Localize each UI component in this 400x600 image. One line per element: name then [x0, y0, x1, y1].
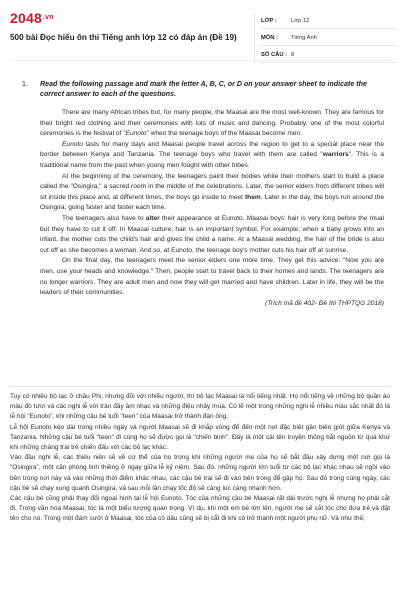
passage-paragraph-4 [40, 214, 384, 256]
logo-suffix: .vn [42, 14, 54, 21]
meta-class-value: Lớp 12 [291, 18, 310, 24]
vietnamese-translation [10, 392, 390, 525]
passage-keyword-warriors: warriors [322, 151, 349, 159]
meta-subject-value: Tiếng Anh [291, 35, 317, 41]
meta-class-row [261, 14, 397, 29]
page-header [0, 0, 400, 62]
passage-text: their appearance at Eunoto. Maasai boys' hair is very long before the ritual but they have to cut it off. In Maasai culture, hair is an important symbol. For example, when a baby grows into an infant, the mother cuts the child's hair and gives the child a name. At a Maasai wedding, the hair of the bride is also cut off as she becomes a woman. And so, at Eunoto, the teenage boy's mother cuts his hair off at sunrise. [40, 214, 384, 254]
passage-text: . Later in the day, the boys run around the Osingira, going faster and faster each time. [40, 193, 384, 212]
translation-paragraph-2: Lễ hội Eunoto kéo dài trong nhiều ngày và người Maasai sẽ đi khắp vùng để đến một nơi đặc biệt gần biên giới giữa Kenya và Tanzania. Những cậu bé tuổi "teen" đi cùng họ sẽ được gọi là "chiến binh". Đây là một cái tên truyền thống bắt nguồn từ quá khứ khi những chàng trai trẻ chiến đấu với các bộ lạc khác. [10, 423, 390, 452]
passage-paragraph-5: On the final day, the teenagers meet the senior elders one more time. They get this advice: "Now you are men, use your heads and knowledge." Then, people start to travel back to their homes and lands. The teenagers are no longer warriors. They are adult men and now they will get married and have children. Later in life, they will be the leaders of their communities. [40, 257, 384, 297]
section-divider [10, 386, 390, 387]
document-title: 500 bài Đọc hiểu ôn thi Tiếng anh lớp 12 có đáp án (Đề 19) [10, 33, 237, 42]
passage-text: ". This is a traditional name from the past when young men fought with other tribes. [40, 151, 385, 169]
meta-subject-label: MÔN : [261, 35, 279, 41]
document-meta [254, 14, 397, 63]
translation-paragraph-1: Tuy có nhiều bộ lạc ở châu Phi, nhưng đối với nhiều người, thì bộ lạc Maasai là nổi tiếng nhất. Họ nổi tiếng về những bộ quần áo màu đỏ tươi và các nghi lễ với tràn đầy âm nhạc và những điệu nhảy múa. Có lẽ một trong những nghi lễ nhiều màu sắc nhất đó là lễ hội "Eunoto", khi những cậu bé tuổi "teen" của Maasai trở thành đàn ông. [10, 393, 390, 421]
translation-paragraph-3: Vào đầu nghi lễ, các thiếu niên sẽ vẽ cơ thể của họ trong khi những người mẹ của họ sẽ bắt đầu xây dựng một nơi gọi là "Osingira", một căn phòng linh thiêng ở ngay giữa lễ kỷ niệm. Sau đó, những người lớn tuổi từ các bộ lạc khác nhau sẽ ngồi vào bên trong nơi này và vào những thời điểm khác nhau, các cậu bé trai sẽ đi vào bên trong để gặp họ. Sau đó trong cùng ngày, các cậu bé sẽ chạy xung quanh Osingira, và sau mỗi lần chạy tốc độ sẽ càng lúc càng nhanh hơn. [10, 454, 390, 492]
meta-subject-row [261, 31, 397, 46]
passage-term-eunoto: Eunoto [125, 130, 147, 138]
passage-paragraph-1 [40, 108, 384, 140]
logo-text: 2048 [10, 10, 42, 26]
passage-text: At the beginning of the ceremony, the teenagers paint their bodies while their mothers start to build a place called the "Osingira," a sacred room in the middle of the celebrations. Later, the senior elders from different tribes will sit inside this place and, at different times, the boys go inside to meet [40, 172, 384, 201]
reading-passage [40, 108, 384, 309]
passage-paragraph-3 [40, 172, 384, 214]
question-number: 1. [22, 81, 28, 88]
question-instruction: Read the following passage and mark the letter A, B, C, or D on your answer sheet to indicate the correct answer to each of the questions. [40, 80, 367, 98]
site-logo[interactable] [10, 10, 54, 26]
passage-citation: (Trích mã đề 402- Đề thi THPTQG 2018) [265, 299, 384, 307]
meta-count-label: SỐ CÂU : [261, 52, 288, 58]
passage-text: The teenagers also have to [62, 214, 146, 222]
translation-paragraph-4: Các cậu bé cũng phải thay đổi ngoại hình tại lễ hội Eunoto. Tóc của những cậu bé Maasai rất dài trước nghi lễ nhưng họ phải cắt đi. Trong văn hóa Maasai, tóc là một biểu tượng quan trọng. Ví dụ, khi một em bé lớn lên, người mẹ sẽ cắt tóc cho đứa trẻ và đặt tên cho nó. Trong một đám cưới ở Maasai, tóc của cô dâu cũng sẽ bị cắt đi khi cô trở thành một người phụ nữ. Và như thế, [10, 495, 390, 523]
passage-text: " when the teenage boys of the Maasai become men. [146, 130, 303, 138]
passage-text: There are many African tribes but, for many people, the Maasai are the most well-known. They are famous for their bright red clothing and their ceremonies with lots of music and dancing. Probably, one of the most colorful ceremonies is the festival of " [40, 109, 384, 138]
header-divider [10, 60, 390, 61]
passage-term-eunoto: Eunoto [62, 140, 83, 148]
meta-count-value: 8 [291, 52, 295, 58]
passage-keyword-them: them [244, 193, 261, 201]
passage-keyword-alter: alter [145, 214, 160, 222]
meta-class-label: LỚP : [261, 18, 277, 24]
passage-paragraph-2 [40, 140, 384, 172]
passage-text: lasts for many days and Maasai people travel across the region to get to a special place near the border between Kenya and Tanzania. The teenage boys who travel with them are called " [40, 140, 384, 159]
